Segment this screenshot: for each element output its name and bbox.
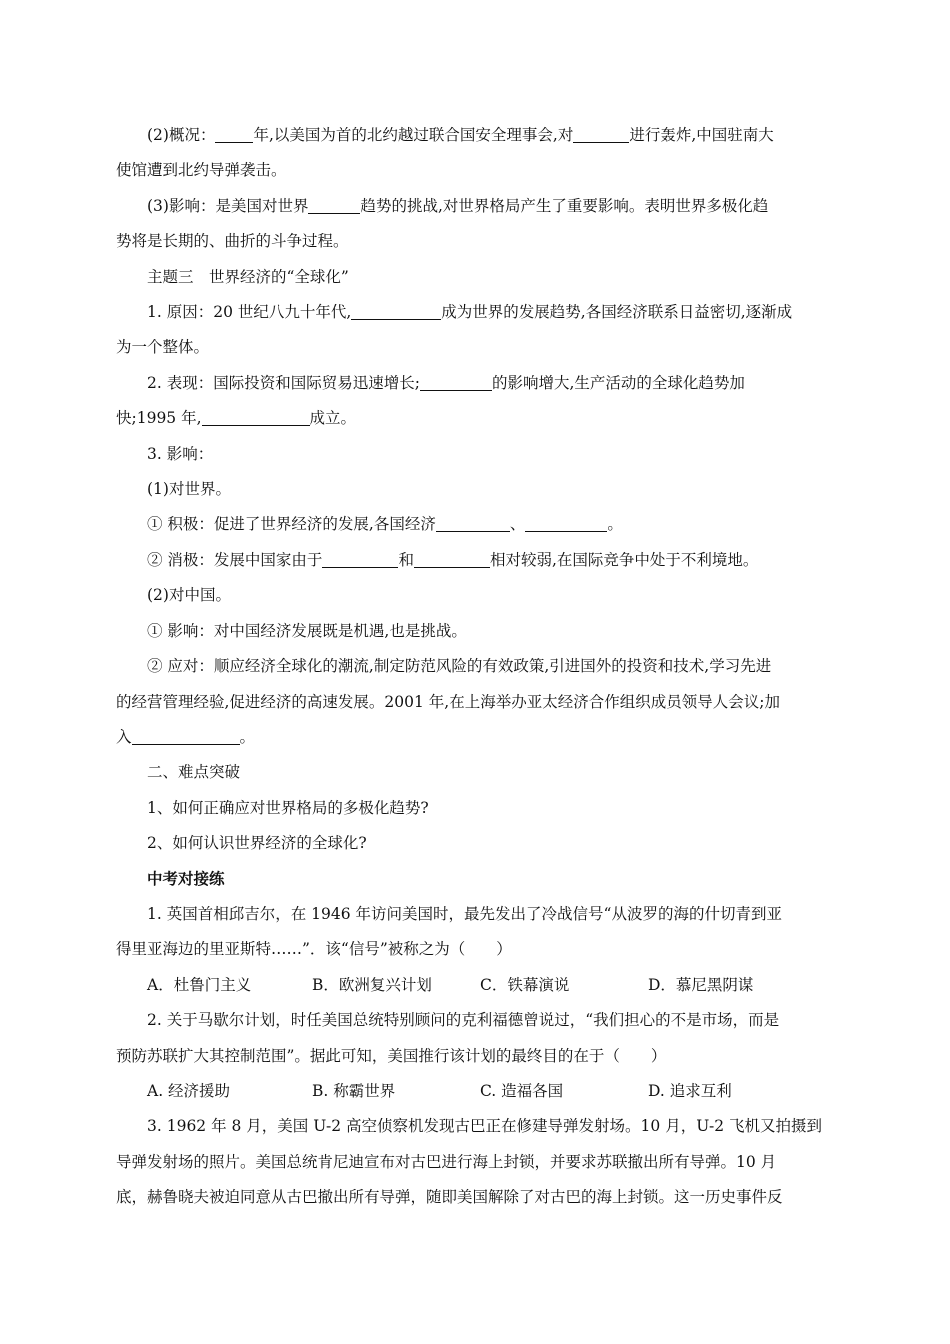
text-line bbox=[116, 366, 838, 401]
fill-blank bbox=[132, 728, 240, 745]
text-line: (2)对中国。 bbox=[147, 586, 231, 605]
text: 。 bbox=[607, 515, 623, 534]
question-2-cont: 预防苏联扩大其控制范围”。据此可知，美国推行该计划的最终目的在于（ ） bbox=[116, 1046, 667, 1065]
fill-blank bbox=[202, 409, 310, 426]
text: 1. 原因：20 世纪八九十年代, bbox=[147, 303, 352, 322]
text-line: (1)对世界。 bbox=[147, 480, 231, 499]
text: 相对较弱,在国际竞争中处于不利境地。 bbox=[489, 550, 759, 569]
option-c: C. 造福各国 bbox=[480, 1081, 564, 1100]
question-1-options bbox=[116, 968, 838, 1003]
question-3-cont: 底，赫鲁晓夫被迫同意从古巴撤出所有导弹，随即美国解除了对古巴的海上封锁。这一历史事件反 bbox=[116, 1188, 783, 1207]
question-3: 3. 1962 年 8 月，美国 U-2 高空侦察机发现古巴正在修建导弹发射场。10 月，U-2 飞机又拍摄到 bbox=[147, 1117, 823, 1136]
text: 成为世界的发展趋势,各国经济联系日益密切,逐渐成 bbox=[441, 303, 793, 322]
text: 快;1995 年, bbox=[116, 409, 202, 428]
text-line bbox=[116, 543, 838, 578]
fill-blank bbox=[351, 303, 441, 320]
question-1-cont: 得里亚海边的里亚斯特……”．该“信号”被称之为（ ） bbox=[116, 940, 512, 959]
question-2: 2. 关于马歇尔计划，时任美国总统特别顾问的克利福德曾说过，“我们担心的不是市场，而是 bbox=[147, 1011, 780, 1030]
text-line: 的经营管理经验,促进经济的高速发展。2001 年,在上海举办亚太经济合作组织成员领导人会议;加 bbox=[116, 692, 780, 711]
section-heading-bold: 中考对接练 bbox=[147, 869, 225, 888]
text-line: 1、如何正确应对世界格局的多极化趋势? bbox=[147, 798, 429, 817]
text-line: ② 应对：顺应经济全球化的潮流,制定防范风险的有效政策,引进国外的投资和技术,学习先进 bbox=[147, 657, 772, 676]
fill-blank bbox=[420, 374, 492, 391]
option-a: A．杜鲁门主义 bbox=[147, 975, 252, 994]
text: (3)影响：是美国对世界 bbox=[147, 196, 309, 215]
question-2-options bbox=[116, 1074, 838, 1109]
fill-blank bbox=[525, 515, 607, 532]
section-heading: 主题三 世界经济的“全球化” bbox=[147, 267, 349, 286]
option-b: B. 称霸世界 bbox=[312, 1081, 396, 1100]
fill-blank bbox=[215, 126, 253, 143]
text-line bbox=[116, 507, 838, 542]
fill-blank bbox=[573, 126, 629, 143]
option-d: D. 追求互利 bbox=[648, 1081, 732, 1100]
text: 、 bbox=[509, 515, 526, 534]
text-line bbox=[116, 118, 838, 153]
option-d: D．慕尼黑阴谋 bbox=[648, 975, 754, 994]
text-line bbox=[116, 720, 838, 755]
text: 和 bbox=[398, 550, 414, 569]
text: 2. 表现：国际投资和国际贸易迅速增长; bbox=[147, 373, 420, 392]
text-line: 2、如何认识世界经济的全球化? bbox=[147, 834, 367, 853]
text-line bbox=[116, 401, 838, 436]
text-line: ① 影响：对中国经济发展既是机遇,也是挑战。 bbox=[147, 621, 467, 640]
document-body bbox=[116, 118, 838, 1216]
text-line bbox=[116, 295, 838, 330]
text: 年,以美国为首的北约越过联合国安全理事会,对 bbox=[253, 126, 574, 144]
fill-blank bbox=[322, 551, 398, 568]
text: 进行轰炸,中国驻南大 bbox=[629, 126, 774, 144]
section-heading: 二、难点突破 bbox=[147, 763, 241, 782]
text-line: 为一个整体。 bbox=[116, 338, 210, 357]
text: ② 消极：发展中国家由于 bbox=[147, 550, 323, 569]
question-3-cont: 导弹发射场的照片。美国总统肯尼迪宣布对古巴进行海上封锁，并要求苏联撤出所有导弹。10 月 bbox=[116, 1152, 777, 1171]
fill-blank bbox=[308, 197, 360, 214]
question-1: 1. 英国首相邱吉尔，在 1946 年访问美国时，最先发出了冷战信号“从波罗的海的什切青到亚 bbox=[147, 904, 782, 923]
text: (2)概况： bbox=[147, 126, 216, 144]
fill-blank bbox=[436, 515, 510, 532]
text: 。 bbox=[239, 727, 256, 746]
option-a: A. 经济援助 bbox=[147, 1081, 231, 1100]
text-line: 势将是长期的、曲折的斗争过程。 bbox=[116, 232, 349, 251]
option-c: C．铁幕演说 bbox=[480, 975, 570, 994]
text: 入 bbox=[116, 727, 132, 746]
text-line bbox=[116, 189, 838, 224]
text: 趋势的挑战,对世界格局产生了重要影响。表明世界多极化趋 bbox=[360, 196, 769, 215]
text-line: 3. 影响： bbox=[147, 444, 214, 463]
fill-blank bbox=[414, 551, 490, 568]
text: 的影响增大,生产活动的全球化趋势加 bbox=[491, 373, 745, 392]
option-b: B．欧洲复兴计划 bbox=[312, 975, 432, 994]
text: ① 积极：促进了世界经济的发展,各国经济 bbox=[147, 515, 436, 534]
text-line: 使馆遭到北约导弹袭击。 bbox=[116, 161, 287, 180]
text: 成立。 bbox=[309, 409, 357, 428]
